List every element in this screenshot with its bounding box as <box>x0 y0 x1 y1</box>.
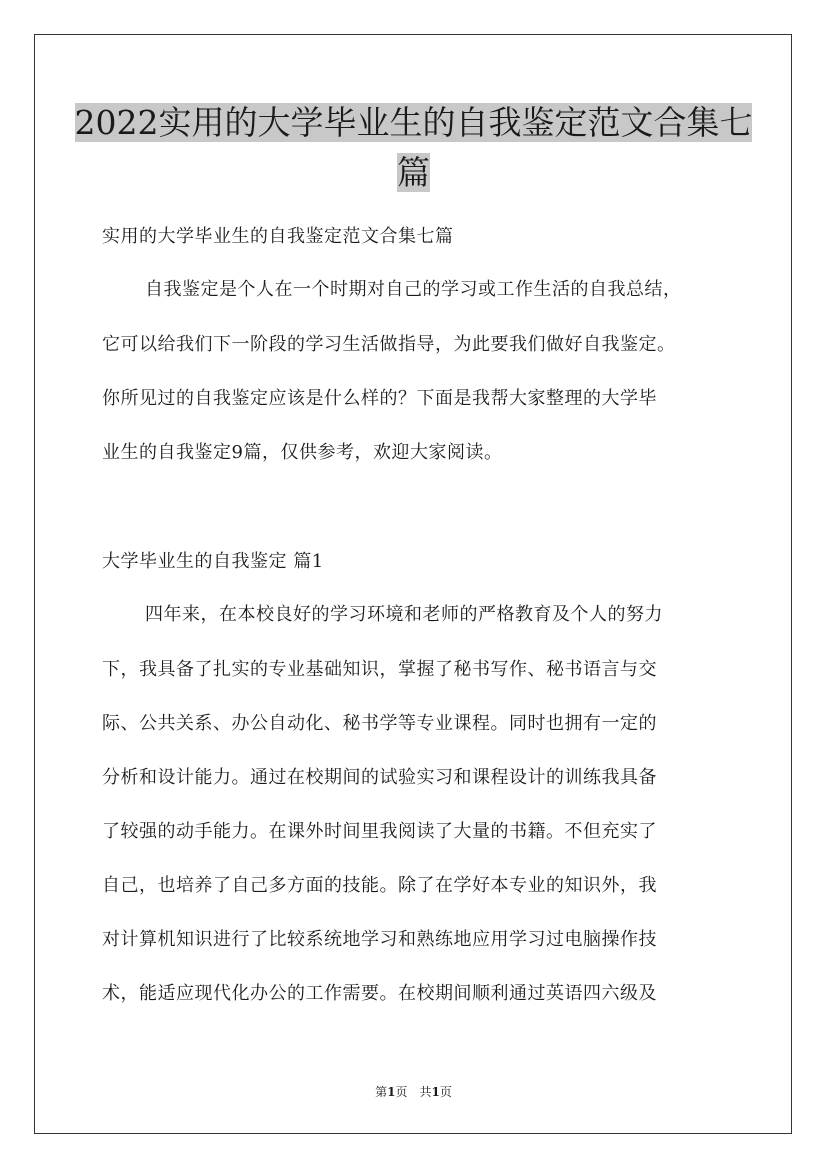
footer-suffix: 页 <box>439 1085 452 1099</box>
intro-line: 自我鉴定是个人在一个时期对自己的学习或工作生活的自我总结， <box>145 279 682 300</box>
footer-mid: 页 共 <box>395 1085 432 1099</box>
page-footer <box>0 1084 827 1100</box>
intro-line: 你所见过的自我鉴定应该是什么样的？下面是我帮大家整理的大学毕 <box>102 388 657 409</box>
intro-line: 业生的自我鉴定9篇，仅供参考，欢迎大家阅读。 <box>102 442 503 463</box>
section-line: 分析和设计能力。通过在校期间的试验实习和课程设计的训练我具备 <box>102 767 657 788</box>
section-heading: 大学毕业生的自我鉴定 篇1 <box>102 551 324 572</box>
section-line: 自己，也培养了自己多方面的技能。除了在学好本专业的知识外，我 <box>102 875 657 896</box>
section-line: 下，我具备了扎实的专业基础知识，掌握了秘书写作、秘书语言与交 <box>102 659 657 680</box>
section-line: 对计算机知识进行了比较系统地学习和熟练地应用学习过电脑操作技 <box>102 929 657 950</box>
title-line-1: 2022实用的大学毕业生的自我鉴定范文合集七 <box>74 103 753 142</box>
intro-line: 它可以给我们下一阶段的学习生活做指导，为此要我们做好自我鉴定。 <box>102 334 676 355</box>
footer-page-total: 1 <box>431 1085 440 1099</box>
footer-prefix: 第 <box>375 1085 388 1099</box>
section-line: 术，能适应现代化办公的工作需要。在校期间顺利通过英语四六级及 <box>102 983 657 1004</box>
subtitle: 实用的大学毕业生的自我鉴定范文合集七篇 <box>102 226 454 247</box>
section-line: 际、公共关系、办公自动化、秘书学等专业课程。同时也拥有一定的 <box>102 713 657 734</box>
section-line: 四年来，在本校良好的学习环境和老师的严格教育及个人的努力 <box>145 604 663 625</box>
footer-page-current: 1 <box>387 1085 396 1099</box>
document-title <box>60 98 767 198</box>
page-frame <box>34 34 792 1134</box>
section-line: 了较强的动手能力。在课外时间里我阅读了大量的书籍。不但充实了 <box>102 821 657 842</box>
title-line-2: 篇 <box>397 153 430 192</box>
